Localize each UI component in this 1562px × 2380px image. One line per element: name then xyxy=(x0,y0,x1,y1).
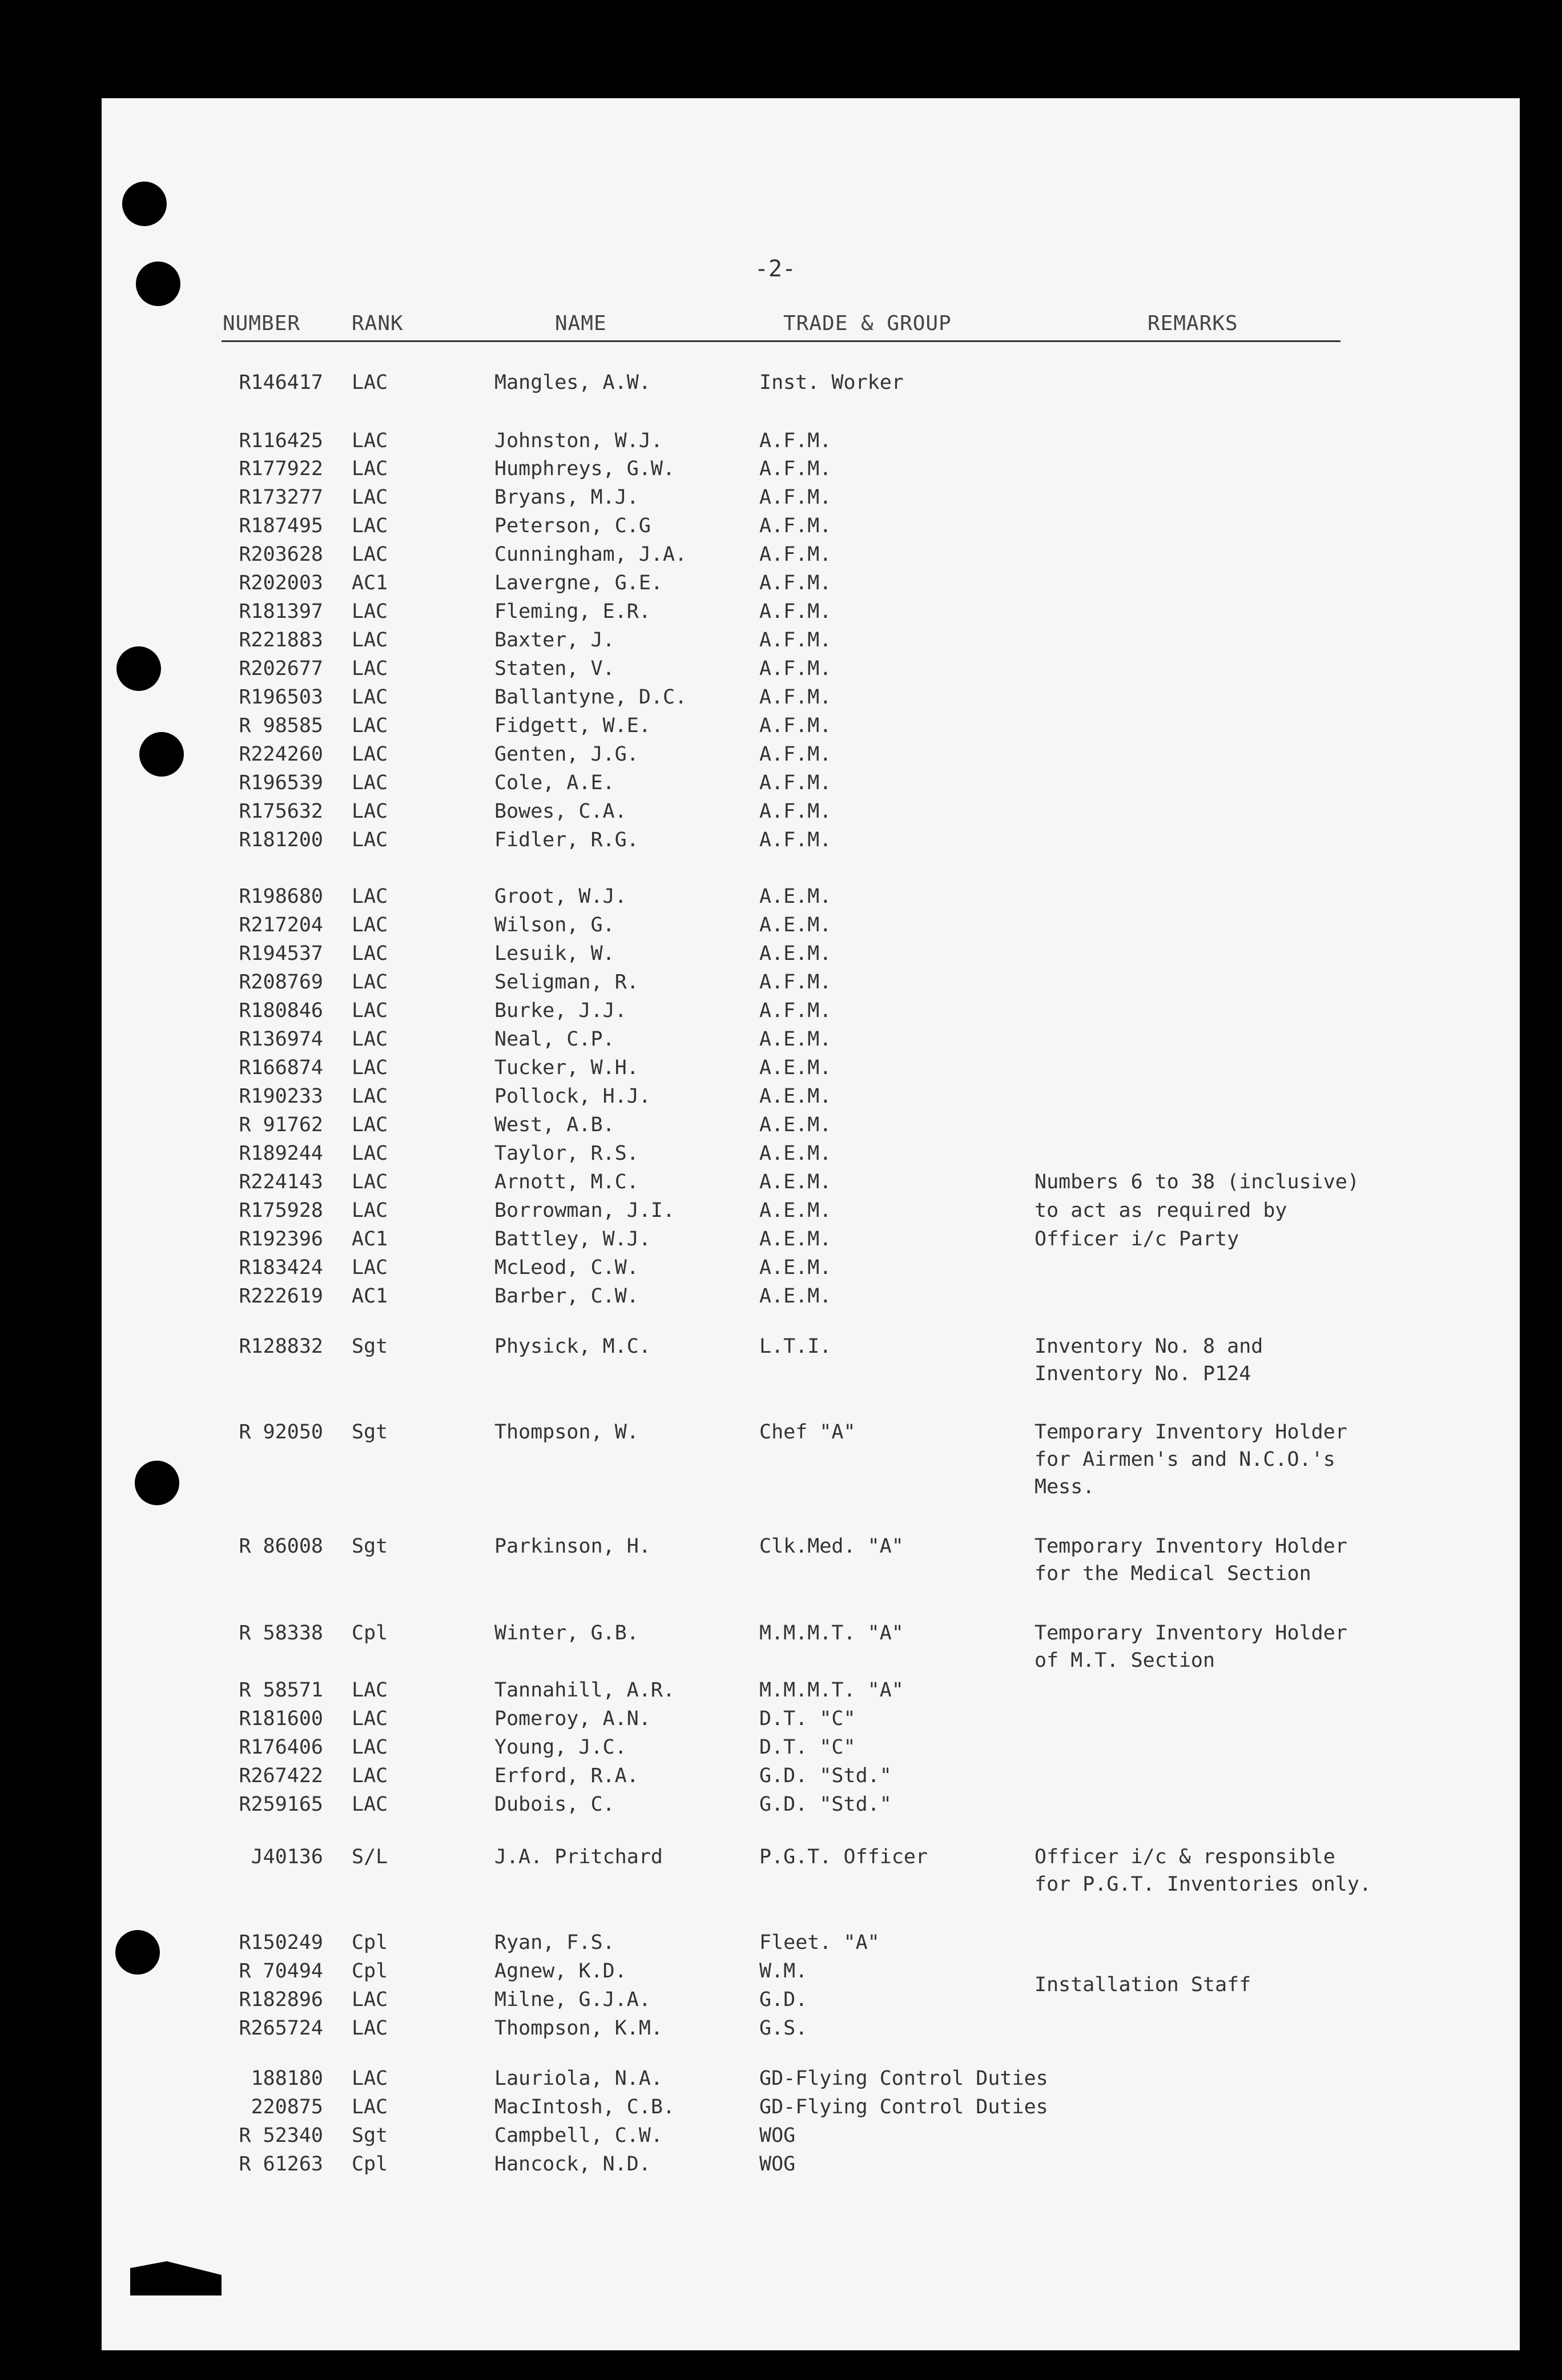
service-number: R190233 xyxy=(239,1085,323,1108)
member-name: Fidgett, W.E. xyxy=(494,714,651,737)
trade-group: A.F.M. xyxy=(759,999,832,1022)
service-number: R146417 xyxy=(239,371,323,394)
service-number: R192396 xyxy=(239,1228,323,1251)
remarks-text: Inventory No. P124 xyxy=(1034,1362,1251,1385)
member-name: Parkinson, H. xyxy=(494,1535,651,1558)
trade-group: A.E.M. xyxy=(759,1085,832,1108)
member-name: Fleming, E.R. xyxy=(494,600,651,623)
column-header-name: NAME xyxy=(555,312,607,335)
service-number: R194537 xyxy=(239,942,323,965)
member-name: Groot, W.J. xyxy=(494,885,627,908)
rank: Cpl xyxy=(352,1960,388,1983)
rank: AC1 xyxy=(352,1285,388,1308)
rank: LAC xyxy=(352,1056,388,1079)
member-name: Borrowman, J.I. xyxy=(494,1199,675,1222)
service-number: R 86008 xyxy=(239,1535,323,1558)
member-name: Tannahill, A.R. xyxy=(494,1679,675,1702)
service-number: R175928 xyxy=(239,1199,323,1222)
trade-group: WOG xyxy=(759,2153,796,2176)
column-header-remarks: REMARKS xyxy=(1148,312,1238,335)
member-name: Pollock, H.J. xyxy=(494,1085,651,1108)
rank: Sgt xyxy=(352,1335,388,1358)
member-name: Hancock, N.D. xyxy=(494,2153,651,2176)
trade-group: A.E.M. xyxy=(759,1228,832,1251)
member-name: Mangles, A.W. xyxy=(494,371,651,394)
service-number: R202003 xyxy=(239,572,323,594)
trade-group: A.F.M. xyxy=(759,572,832,594)
rank: LAC xyxy=(352,743,388,766)
service-number: R 70494 xyxy=(239,1960,323,1983)
trade-group: WOG xyxy=(759,2124,796,2147)
trade-group: A.F.M. xyxy=(759,800,832,823)
member-name: Dubois, C. xyxy=(494,1793,615,1816)
service-number: J40136 xyxy=(251,1846,323,1868)
member-name: Tucker, W.H. xyxy=(494,1056,639,1079)
service-number: R 98585 xyxy=(239,714,323,737)
rank: LAC xyxy=(352,657,388,680)
member-name: Bryans, M.J. xyxy=(494,486,639,509)
remarks-text: Numbers 6 to 38 (inclusive) xyxy=(1034,1171,1359,1193)
trade-group: A.E.M. xyxy=(759,1113,832,1136)
service-number: R202677 xyxy=(239,657,323,680)
rank: LAC xyxy=(352,371,388,394)
remarks-text: Officer i/c Party xyxy=(1034,1228,1239,1251)
trade-group: A.E.M. xyxy=(759,1199,832,1222)
trade-group: A.E.M. xyxy=(759,1256,832,1279)
rank: LAC xyxy=(352,971,388,994)
member-name: Barber, C.W. xyxy=(494,1285,639,1308)
rank: LAC xyxy=(352,942,388,965)
service-number: R173277 xyxy=(239,486,323,509)
trade-group: M.M.M.T. "A" xyxy=(759,1679,904,1702)
member-name: Lauriola, N.A. xyxy=(494,2067,663,2090)
member-name: Humphreys, G.W. xyxy=(494,457,675,480)
service-number: R187495 xyxy=(239,514,323,537)
rank: LAC xyxy=(352,429,388,452)
member-name: Thompson, W. xyxy=(494,1421,639,1444)
rank: Cpl xyxy=(352,1931,388,1954)
service-number: R265724 xyxy=(239,2017,323,2040)
trade-group: G.D. xyxy=(759,1988,808,2011)
rank: LAC xyxy=(352,1707,388,1730)
service-number: R196539 xyxy=(239,771,323,794)
member-name: Lavergne, G.E. xyxy=(494,572,663,594)
rank: LAC xyxy=(352,885,388,908)
trade-group: A.F.M. xyxy=(759,714,832,737)
service-number: 220875 xyxy=(251,2096,323,2118)
service-number: R267422 xyxy=(239,1764,323,1787)
rank: LAC xyxy=(352,1793,388,1816)
member-name: Taylor, R.S. xyxy=(494,1142,639,1165)
member-name: Physick, M.C. xyxy=(494,1335,651,1358)
trade-group: A.F.M. xyxy=(759,971,832,994)
rank: LAC xyxy=(352,2067,388,2090)
member-name: Seligman, R. xyxy=(494,971,639,994)
rank: LAC xyxy=(352,2017,388,2040)
rank: LAC xyxy=(352,2096,388,2118)
member-name: Cole, A.E. xyxy=(494,771,615,794)
member-name: Johnston, W.J. xyxy=(494,429,663,452)
service-number: R 92050 xyxy=(239,1421,323,1444)
service-number: R217204 xyxy=(239,914,323,936)
rank: LAC xyxy=(352,1764,388,1787)
rank: LAC xyxy=(352,457,388,480)
trade-group: L.T.I. xyxy=(759,1335,832,1358)
rank: Cpl xyxy=(352,1622,388,1645)
service-number: R177922 xyxy=(239,457,323,480)
trade-group: G.S. xyxy=(759,2017,808,2040)
service-number: R 52340 xyxy=(239,2124,323,2147)
remarks-text: to act as required by xyxy=(1034,1199,1287,1222)
service-number: R175632 xyxy=(239,800,323,823)
service-number: R176406 xyxy=(239,1736,323,1759)
service-number: R203628 xyxy=(239,543,323,566)
service-number: R166874 xyxy=(239,1056,323,1079)
trade-group: M.M.M.T. "A" xyxy=(759,1622,904,1645)
member-name: Erford, R.A. xyxy=(494,1764,639,1787)
rank: LAC xyxy=(352,1085,388,1108)
service-number: R222619 xyxy=(239,1285,323,1308)
rank: LAC xyxy=(352,1113,388,1136)
member-name: Cunningham, J.A. xyxy=(494,543,687,566)
trade-group: A.F.M. xyxy=(759,457,832,480)
trade-group: GD-Flying Control Duties xyxy=(759,2096,1048,2118)
member-name: Pomeroy, A.N. xyxy=(494,1707,651,1730)
rank: S/L xyxy=(352,1846,388,1868)
member-name: Ryan, F.S. xyxy=(494,1931,615,1954)
trade-group: Inst. Worker xyxy=(759,371,904,394)
member-name: Agnew, K.D. xyxy=(494,1960,627,1983)
member-name: Genten, J.G. xyxy=(494,743,639,766)
service-number: R128832 xyxy=(239,1335,323,1358)
trade-group: A.E.M. xyxy=(759,1171,832,1193)
remarks-text: Temporary Inventory Holder xyxy=(1034,1535,1347,1558)
trade-group: A.E.M. xyxy=(759,885,832,908)
member-name: J.A. Pritchard xyxy=(494,1846,663,1868)
remarks-text: Officer i/c & responsible xyxy=(1034,1846,1335,1868)
rank: LAC xyxy=(352,714,388,737)
service-number: R182896 xyxy=(239,1988,323,2011)
rank: LAC xyxy=(352,629,388,652)
remarks-text: Installation Staff xyxy=(1034,1973,1251,1996)
service-number: R198680 xyxy=(239,885,323,908)
service-number: R180846 xyxy=(239,999,323,1022)
rank: Sgt xyxy=(352,1421,388,1444)
service-number: R196503 xyxy=(239,686,323,709)
rank: LAC xyxy=(352,1171,388,1193)
trade-group: A.F.M. xyxy=(759,686,832,709)
service-number: R181600 xyxy=(239,1707,323,1730)
column-header-rank: RANK xyxy=(352,312,404,335)
service-number: R208769 xyxy=(239,971,323,994)
trade-group: W.M. xyxy=(759,1960,808,1983)
member-name: Battley, W.J. xyxy=(494,1228,651,1251)
remarks-text: for P.G.T. Inventories only. xyxy=(1034,1873,1372,1896)
rank: AC1 xyxy=(352,1228,388,1251)
trade-group: A.F.M. xyxy=(759,629,832,652)
trade-group: A.F.M. xyxy=(759,600,832,623)
service-number: R 61263 xyxy=(239,2153,323,2176)
trade-group: G.D. "Std." xyxy=(759,1764,892,1787)
member-name: Milne, G.J.A. xyxy=(494,1988,651,2011)
trade-group: GD-Flying Control Duties xyxy=(759,2067,1048,2090)
trade-group: Clk.Med. "A" xyxy=(759,1535,904,1558)
member-name: Young, J.C. xyxy=(494,1736,627,1759)
rank: LAC xyxy=(352,686,388,709)
service-number: R259165 xyxy=(239,1793,323,1816)
column-header-trade-group: TRADE & GROUP xyxy=(783,312,952,335)
service-number: R150249 xyxy=(239,1931,323,1954)
remarks-text: Inventory No. 8 and xyxy=(1034,1335,1263,1358)
member-name: Peterson, C.G xyxy=(494,514,651,537)
service-number: R183424 xyxy=(239,1256,323,1279)
service-number: R224143 xyxy=(239,1171,323,1193)
rank: LAC xyxy=(352,514,388,537)
trade-group: A.E.M. xyxy=(759,1056,832,1079)
member-name: Winter, G.B. xyxy=(494,1622,639,1645)
member-name: Ballantyne, D.C. xyxy=(494,686,687,709)
member-name: MacIntosh, C.B. xyxy=(494,2096,675,2118)
member-name: Neal, C.P. xyxy=(494,1028,615,1051)
trade-group: D.T. "C" xyxy=(759,1736,856,1759)
trade-group: A.F.M. xyxy=(759,543,832,566)
rank: LAC xyxy=(352,800,388,823)
page-number: -2- xyxy=(754,256,796,282)
rank: AC1 xyxy=(352,572,388,594)
member-name: Wilson, G. xyxy=(494,914,615,936)
service-number: 188180 xyxy=(251,2067,323,2090)
trade-group: D.T. "C" xyxy=(759,1707,856,1730)
rank: LAC xyxy=(352,486,388,509)
service-number: R 58571 xyxy=(239,1679,323,1702)
rank: LAC xyxy=(352,1142,388,1165)
service-number: R181200 xyxy=(239,829,323,851)
member-name: McLeod, C.W. xyxy=(494,1256,639,1279)
rank: LAC xyxy=(352,1988,388,2011)
remarks-text: for the Medical Section xyxy=(1034,1562,1311,1585)
trade-group: A.F.M. xyxy=(759,829,832,851)
trade-group: Chef "A" xyxy=(759,1421,856,1444)
rank: LAC xyxy=(352,543,388,566)
remarks-text: of M.T. Section xyxy=(1034,1649,1215,1672)
rank: LAC xyxy=(352,1736,388,1759)
rank: Cpl xyxy=(352,2153,388,2176)
remarks-text: Temporary Inventory Holder xyxy=(1034,1421,1347,1444)
trade-group: A.E.M. xyxy=(759,942,832,965)
trade-group: A.F.M. xyxy=(759,743,832,766)
service-number: R 58338 xyxy=(239,1622,323,1645)
member-name: Lesuik, W. xyxy=(494,942,615,965)
trade-group: P.G.T. Officer xyxy=(759,1846,928,1868)
trade-group: A.F.M. xyxy=(759,771,832,794)
rank: LAC xyxy=(352,999,388,1022)
service-number: R181397 xyxy=(239,600,323,623)
trade-group: A.F.M. xyxy=(759,429,832,452)
member-name: Campbell, C.W. xyxy=(494,2124,663,2147)
rank: Sgt xyxy=(352,2124,388,2147)
rank: LAC xyxy=(352,829,388,851)
trade-group: A.F.M. xyxy=(759,514,832,537)
service-number: R221883 xyxy=(239,629,323,652)
rank: LAC xyxy=(352,1199,388,1222)
service-number: R 91762 xyxy=(239,1113,323,1136)
member-name: Staten, V. xyxy=(494,657,615,680)
trade-group: A.E.M. xyxy=(759,1285,832,1308)
member-name: Burke, J.J. xyxy=(494,999,627,1022)
trade-group: A.E.M. xyxy=(759,1142,832,1165)
rank: LAC xyxy=(352,1256,388,1279)
service-number: R116425 xyxy=(239,429,323,452)
service-number: R136974 xyxy=(239,1028,323,1051)
member-name: Arnott, M.C. xyxy=(494,1171,639,1193)
trade-group: A.E.M. xyxy=(759,1028,832,1051)
rank: LAC xyxy=(352,600,388,623)
rank: Sgt xyxy=(352,1535,388,1558)
remarks-text: Mess. xyxy=(1034,1476,1095,1498)
service-number: R224260 xyxy=(239,743,323,766)
trade-group: A.F.M. xyxy=(759,486,832,509)
rank: LAC xyxy=(352,771,388,794)
member-name: Baxter, J. xyxy=(494,629,615,652)
trade-group: A.E.M. xyxy=(759,914,832,936)
rank: LAC xyxy=(352,914,388,936)
member-name: West, A.B. xyxy=(494,1113,615,1136)
trade-group: Fleet. "A" xyxy=(759,1931,880,1954)
member-name: Bowes, C.A. xyxy=(494,800,627,823)
rank: LAC xyxy=(352,1028,388,1051)
remarks-text: Temporary Inventory Holder xyxy=(1034,1622,1347,1645)
member-name: Thompson, K.M. xyxy=(494,2017,663,2040)
service-number: R189244 xyxy=(239,1142,323,1165)
trade-group: G.D. "Std." xyxy=(759,1793,892,1816)
trade-group: A.F.M. xyxy=(759,657,832,680)
column-header-number: NUMBER xyxy=(223,312,301,335)
rank: LAC xyxy=(352,1679,388,1702)
remarks-text: for Airmen's and N.C.O.'s xyxy=(1034,1448,1335,1471)
member-name: Fidler, R.G. xyxy=(494,829,639,851)
